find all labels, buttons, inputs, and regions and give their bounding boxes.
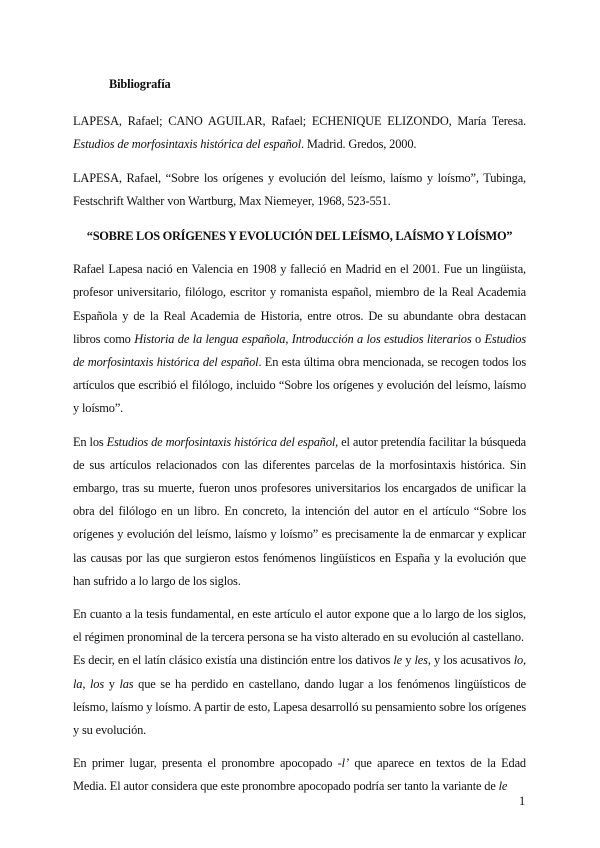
reference-2	[73, 167, 526, 213]
reference-1-title: Estudios de morfosintaxis histórica del español	[73, 137, 302, 152]
paragraph-4-text-e: , y los acusativos	[427, 653, 514, 668]
paragraph-2-text-a: En los	[73, 434, 107, 449]
paragraph-4-text-i: que se ha perdido en castellano, dando lugar a los fenómenos lingüísticos de leísmo, laísmo y loísmo. A partir de esto, Lapesa desarrolló su pensamiento sobre los orígenes y su evolución.	[73, 676, 526, 738]
paragraph-5	[73, 752, 526, 798]
paragraph-5-italic-l: -l’	[337, 756, 349, 771]
reference-2-text: LAPESA, Rafael, “Sobre los orígenes y evolución del leísmo, laísmo y loísmo”, Tubinga, Festschrift Walther von Wartburg, Max Niemeyer, 1968, 523-551.	[73, 170, 526, 208]
paragraph-3: En cuanto a la tesis fundamental, en este artículo el autor expone que a lo largo de los siglos, el régimen pronominal de la tercera persona se ha visto alterado en su evolución al castellano.	[73, 607, 526, 645]
paragraph-4-text-a: Es decir, en el latín clásico existía una distinción entre los dativos	[73, 653, 394, 668]
paragraph-4-italic-las: las	[119, 676, 134, 691]
paragraph-1	[73, 258, 526, 420]
page-number: 1	[519, 794, 526, 808]
paragraph-1-text-c: o	[471, 331, 485, 346]
paragraph-5-text-a: En primer lugar, presenta el pronombre apocopado	[73, 756, 338, 771]
paragraph-4-text-g: y	[104, 676, 120, 691]
paragraph-1-text-a: Rafael Lapesa nació en Valencia en 1908 y falleció en Madrid en el 2001. Fue un lingüista, profesor universitario, filólogo, escritor y romanista español, miembro de la Real Academia Española y de la Real Academia de Historia, entre otros. De su abundante obra destacan libros como	[73, 262, 526, 346]
article-title: “SOBRE LOS ORÍGENES Y EVOLUCIÓN DEL LEÍSMO, LAÍSMO Y LOÍSMO”	[86, 229, 513, 244]
page-content	[73, 73, 526, 809]
paragraph-2-italic-b: Estudios de morfosintaxis histórica del español	[106, 434, 336, 449]
paragraph-1-italic-b: Historia de la lengua española, Introducción a los estudios literarios	[134, 331, 472, 346]
paragraph-1-text-e: . En esta última obra mencionada, se recogen todos los artículos que escribió el filólogo, incluido “Sobre los orígenes y evolución del leísmo, laísmo y loísmo”.	[73, 355, 526, 416]
paragraph-2-text-c: , el autor pretendía facilitar la búsqueda de sus artículos relacionados con las diferentes parcelas de la morfosintaxis histórica. Sin embargo, tras su muerte, fueron unos profesores universitarios los encargados de unificar la obra del filólogo en un libro. En concreto, la intención del autor en el artículo “Sobre los orígenes y evolución del leísmo, laísmo y loísmo” es precisamente la de enmarcar y explicar las causas por las que surgieron estos fenómenos lingüísticos en España y la evolución que han sufrido a lo largo de los siglos.	[73, 434, 526, 588]
paragraph-5-italic-le: le	[498, 779, 508, 794]
paragraph-4-italic-lo-la-los: lo, la, los	[73, 653, 526, 691]
paragraph-1-italic-d: Estudios de morfosintaxis histórica del español	[73, 331, 526, 370]
paragraph-4-text-c: y	[402, 653, 415, 668]
reference-1	[73, 110, 526, 156]
reference-1-publisher: . Madrid. Gredos, 2000.	[301, 137, 417, 152]
paragraph-2	[73, 431, 526, 593]
paragraph-4	[73, 649, 526, 742]
paragraph-4-italic-les: les	[414, 653, 428, 668]
paragraph-4-italic-le: le	[393, 653, 403, 668]
paragraph-5-text-c: que aparece en textos de la Edad Media. El autor considera que este pronombre apocopado podría ser tanto la variante de	[73, 756, 526, 794]
reference-1-authors: LAPESA, Rafael; CANO AGUILAR, Rafael; ECHENIQUE ELIZONDO, María Teresa.	[73, 114, 526, 129]
bibliography-heading: Bibliografía	[109, 77, 171, 91]
